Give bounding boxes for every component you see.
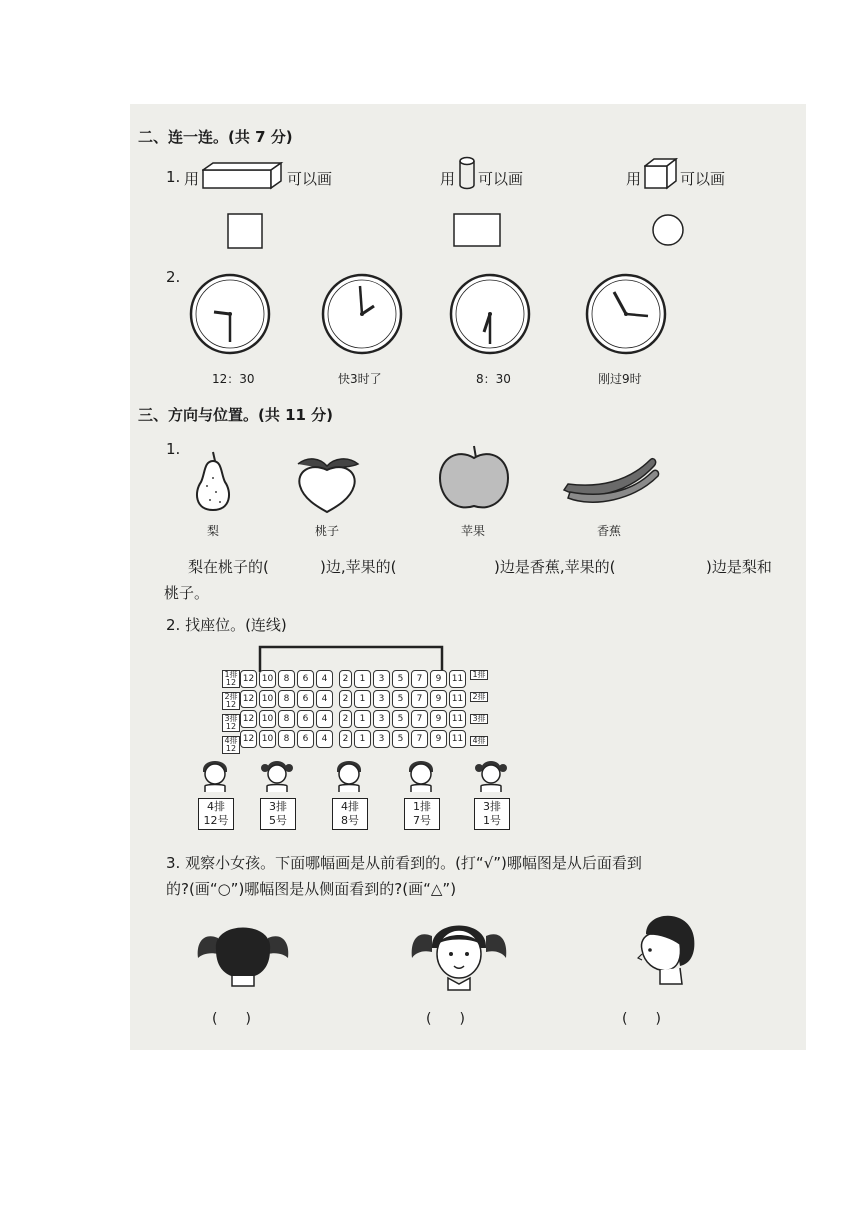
answer-paren[interactable]: ( ) (622, 1011, 661, 1027)
q2-title: 2. 找座位。(连线) (166, 616, 287, 634)
boy-icon (332, 756, 366, 792)
fruit-label: 桃子 (314, 524, 339, 538)
row-tag: 3排 12 (222, 714, 240, 732)
cube-icon (644, 158, 678, 190)
seat-ticket[interactable]: 3排 1号 (474, 798, 510, 830)
q3-line2: 的?(画“○”)哪幅图是从侧面看到的?(画“△”) (166, 880, 457, 898)
seat[interactable]: 2 (339, 730, 352, 748)
row-tags-right (470, 670, 488, 746)
seat[interactable]: 5 (392, 670, 409, 688)
circle-icon[interactable] (650, 212, 686, 248)
seat-ticket[interactable]: 4排 8号 (332, 798, 368, 830)
q1-item3-suffix: 可以画 (680, 170, 726, 188)
seat[interactable]: 9 (430, 710, 447, 728)
fruit-label: 苹果 (460, 524, 485, 538)
seat[interactable]: 4 (316, 710, 333, 728)
seat[interactable]: 9 (430, 670, 447, 688)
clock-label: 8：30 (476, 372, 511, 386)
girl-front-view-icon (410, 908, 508, 992)
section3-title: 三、方向与位置。(共 11 分) (138, 406, 334, 424)
answer-paren[interactable]: ( ) (212, 1011, 251, 1027)
seat[interactable]: 8 (278, 710, 295, 728)
seat[interactable]: 8 (278, 670, 295, 688)
q1-item2-prefix: 用 (440, 170, 456, 188)
exam-sheet (130, 104, 806, 1050)
q1-item1-suffix: 可以画 (287, 170, 333, 188)
seat[interactable]: 12 (240, 710, 257, 728)
clock-icon[interactable] (584, 272, 668, 356)
seat[interactable]: 9 (430, 690, 447, 708)
seat[interactable]: 5 (392, 710, 409, 728)
seat[interactable]: 2 (339, 670, 352, 688)
clock-label: 12：30 (212, 372, 255, 386)
seat[interactable]: 2 (339, 710, 352, 728)
q1-item2-suffix: 可以画 (478, 170, 524, 188)
row-tag: 3排 (470, 714, 488, 724)
seat-ticket[interactable]: 3排 5号 (260, 798, 296, 830)
fill-text-seg4[interactable]: )边是梨和 (706, 558, 772, 576)
clock-icon[interactable] (188, 272, 272, 356)
seat[interactable]: 5 (392, 690, 409, 708)
row-tags-left (222, 670, 240, 754)
row-tag: 4排 (470, 736, 488, 746)
seat[interactable]: 10 (259, 730, 276, 748)
clock-label: 快3时了 (338, 372, 382, 386)
seat[interactable]: 7 (411, 670, 428, 688)
clock-icon[interactable] (448, 272, 532, 356)
q1-number: 1. (166, 440, 181, 458)
seat[interactable]: 10 (259, 670, 276, 688)
seat[interactable]: 5 (392, 730, 409, 748)
fill-text-line2: 桃子。 (164, 584, 210, 602)
section2-title: 二、连一连。(共 7 分) (138, 128, 293, 146)
q3-line1: 3. 观察小女孩。下面哪幅画是从前看到的。(打“√”)哪幅图是从后面看到 (166, 854, 642, 872)
clock-icon[interactable] (320, 272, 404, 356)
row-tag: 2排 (470, 692, 488, 702)
seat-ticket[interactable]: 1排 7号 (404, 798, 440, 830)
answer-paren[interactable]: ( ) (426, 1011, 465, 1027)
cuboid-icon (202, 162, 284, 190)
apple-icon (436, 442, 512, 514)
seat[interactable]: 3 (373, 730, 390, 748)
seat[interactable]: 4 (316, 690, 333, 708)
seat[interactable]: 3 (373, 710, 390, 728)
seat[interactable]: 7 (411, 710, 428, 728)
seat[interactable]: 4 (316, 730, 333, 748)
seat[interactable]: 1 (354, 730, 371, 748)
seat[interactable]: 1 (354, 690, 371, 708)
clock-label: 刚过9时 (598, 372, 642, 386)
banana-icon (558, 446, 664, 506)
row-tag: 1排 12 (222, 670, 240, 688)
seat[interactable]: 6 (297, 690, 314, 708)
seat[interactable]: 3 (373, 690, 390, 708)
q1-item3-prefix: 用 (626, 170, 642, 188)
seat[interactable]: 12 (240, 690, 257, 708)
fruit-label: 香蕉 (596, 524, 621, 538)
seat[interactable]: 11 (449, 670, 466, 688)
row-tag: 4排 12 (222, 736, 240, 754)
fill-text-seg3[interactable]: )边是香蕉,苹果的( (494, 558, 616, 576)
seat[interactable]: 1 (354, 710, 371, 728)
seat[interactable]: 11 (449, 690, 466, 708)
seat[interactable]: 12 (240, 730, 257, 748)
seat[interactable]: 4 (316, 670, 333, 688)
girl-side-view-icon (620, 904, 700, 990)
seat[interactable]: 1 (354, 670, 371, 688)
square-icon[interactable] (226, 212, 266, 252)
q1-item1-prefix: 用 (184, 170, 200, 188)
seat[interactable]: 7 (411, 690, 428, 708)
rectangle-icon[interactable] (452, 212, 504, 250)
seat[interactable]: 9 (430, 730, 447, 748)
seat[interactable]: 6 (297, 710, 314, 728)
seat[interactable]: 6 (297, 730, 314, 748)
seat[interactable]: 12 (240, 670, 257, 688)
seat[interactable]: 3 (373, 670, 390, 688)
q1-number: 1. (166, 168, 181, 186)
seat-ticket[interactable]: 4排 12号 (198, 798, 234, 830)
seat[interactable]: 11 (449, 710, 466, 728)
cylinder-icon (458, 156, 476, 190)
seat[interactable]: 10 (259, 710, 276, 728)
seat[interactable]: 11 (449, 730, 466, 748)
boy-icon (198, 756, 232, 792)
seat[interactable]: 8 (278, 690, 295, 708)
seat-grid (240, 670, 466, 748)
seat[interactable]: 10 (259, 690, 276, 708)
fill-text-seg1: 梨在桃子的( (188, 558, 269, 576)
girl-icon (260, 756, 294, 792)
row-tag: 2排 12 (222, 692, 240, 710)
seat[interactable]: 2 (339, 690, 352, 708)
q2-number: 2. (166, 268, 181, 286)
seat[interactable]: 6 (297, 670, 314, 688)
girl-icon (474, 756, 508, 792)
peach-icon (290, 454, 364, 514)
fill-text-seg2[interactable]: )边,苹果的( (320, 558, 397, 576)
seat[interactable]: 7 (411, 730, 428, 748)
girl-back-view-icon (194, 912, 292, 990)
fruit-label: 梨 (206, 524, 219, 538)
seat[interactable]: 8 (278, 730, 295, 748)
row-tag: 1排 (470, 670, 488, 680)
pear-icon (190, 448, 236, 514)
boy-icon (404, 756, 438, 792)
